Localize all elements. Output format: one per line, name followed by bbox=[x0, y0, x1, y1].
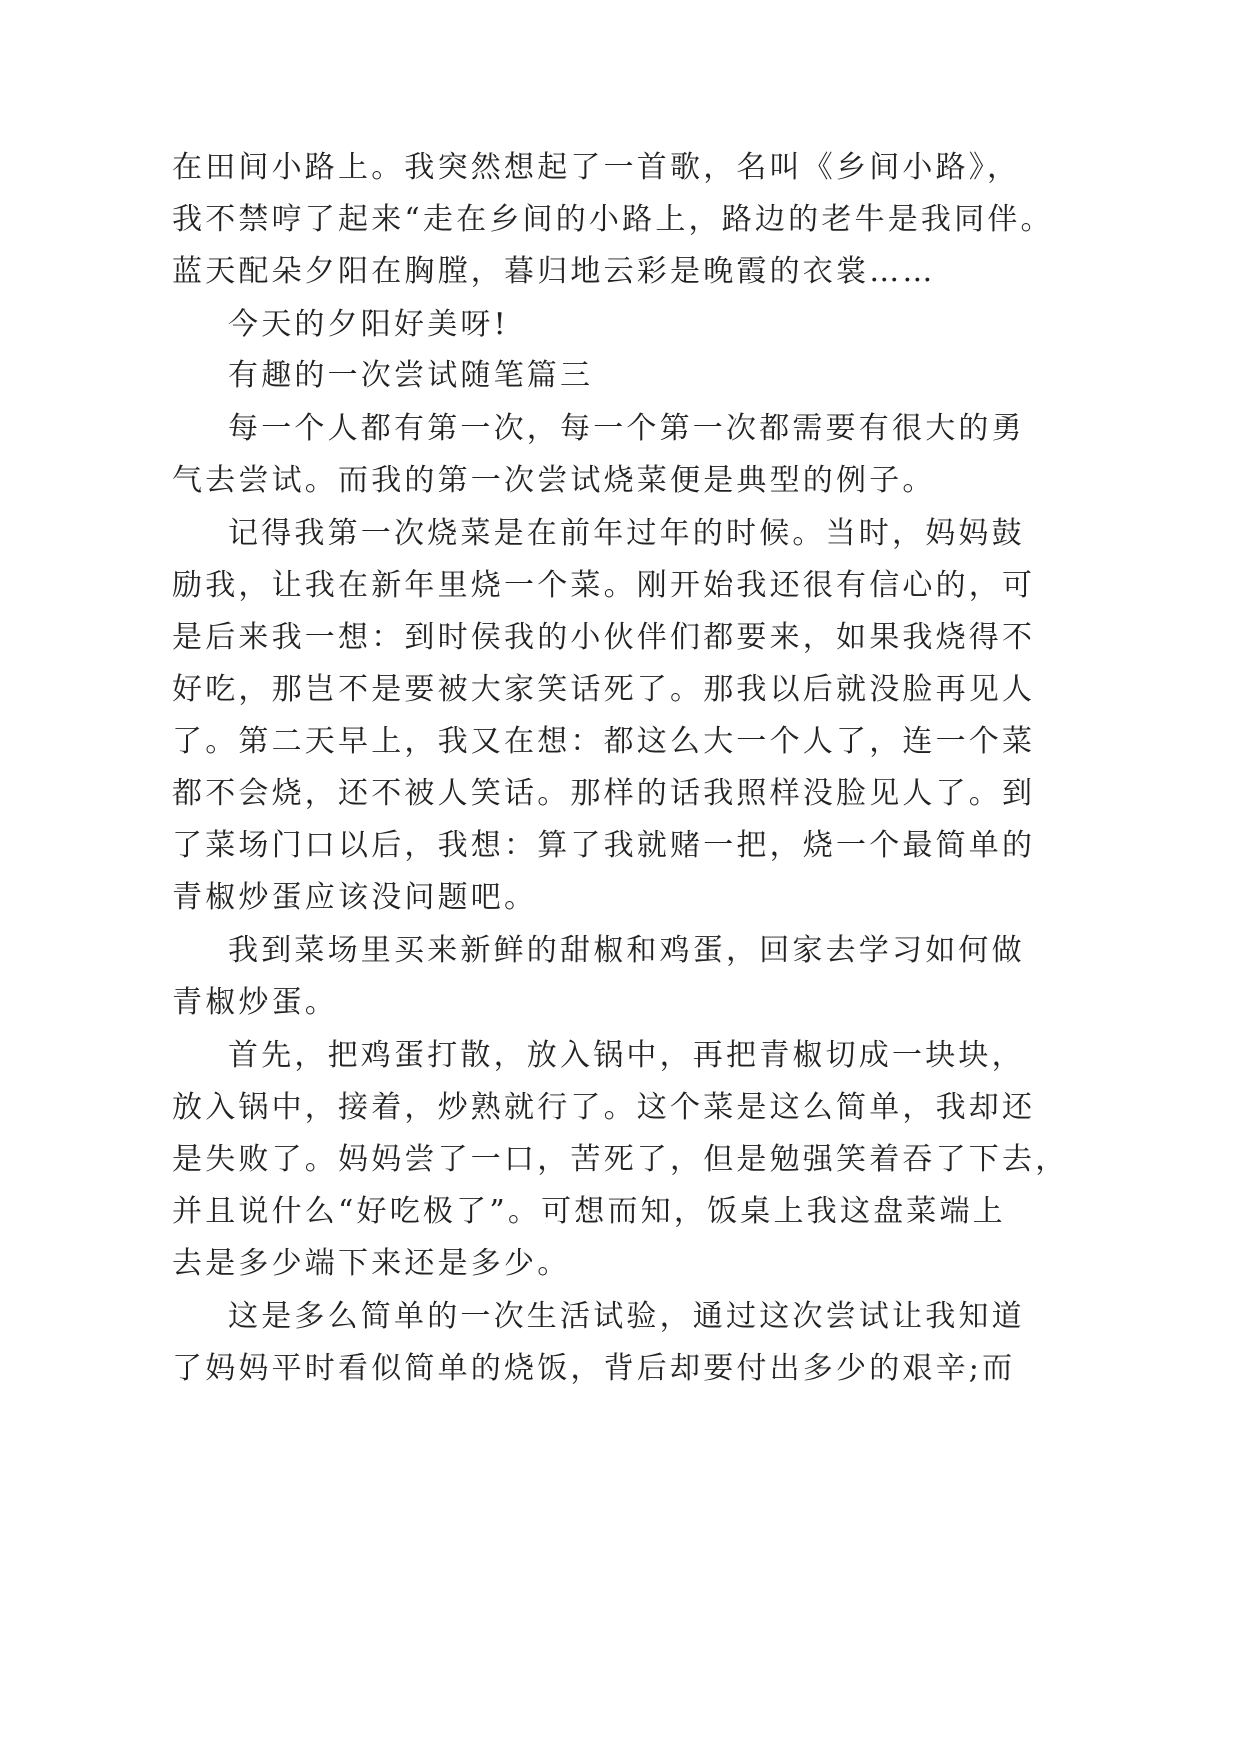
text-line-14: 了菜场门口以后，我想：算了我就赌一把，烧一个最简单的 bbox=[172, 828, 1036, 863]
text-line-8: 记得我第一次烧菜是在前年过年的时候。当时，妈妈鼓 bbox=[228, 516, 1025, 551]
text-line-18: 首先，把鸡蛋打散，放入锅中，再把青椒切成一块块， bbox=[228, 1038, 1025, 1073]
text-line-7: 气去尝试。而我的第一次尝试烧菜便是典型的例子。 bbox=[172, 463, 936, 498]
text-line-20: 是失败了。妈妈尝了一口，苦死了，但是勉强笑着吞了下去， bbox=[172, 1142, 1069, 1177]
text-line-23: 这是多么简单的一次生活试验，通过这次尝试让我知道 bbox=[228, 1299, 1025, 1334]
text-line-13: 都不会烧，还不被人笑话。那样的话我照样没脸见人了。到 bbox=[172, 776, 1036, 811]
text-line-3: 蓝天配朵夕阳在胸膛，暮归地云彩是晚霞的衣裳…… bbox=[172, 254, 936, 289]
section-heading: 有趣的一次尝试随笔篇三 bbox=[228, 358, 594, 393]
text-line-15: 青椒炒蛋应该没问题吧。 bbox=[172, 880, 538, 915]
text-line-1: 在田间小路上。我突然想起了一首歌，名叫《乡间小路》， bbox=[172, 150, 1021, 185]
text-line-2: 我不禁哼了起来“走在乡间的小路上，路边的老牛是我同伴。 bbox=[172, 202, 1054, 237]
text-line-16: 我到菜场里买来新鲜的甜椒和鸡蛋，回家去学习如何做 bbox=[228, 933, 1025, 968]
text-line-21: 并且说什么“好吃极了”。可想而知，饭桌上我这盘菜端上 bbox=[172, 1194, 1006, 1229]
text-line-17: 青椒炒蛋。 bbox=[172, 985, 338, 1020]
text-line-19: 放入锅中，接着，炒熟就行了。这个菜是这么简单，我却还 bbox=[172, 1090, 1036, 1125]
text-line-11: 好吃，那岂不是要被大家笑话死了。那我以后就没脸再见人 bbox=[172, 672, 1036, 707]
text-line-4: 今天的夕阳好美呀! bbox=[228, 307, 509, 342]
text-line-24: 了妈妈平时看似简单的烧饭，背后却要付出多少的艰辛;而 bbox=[172, 1351, 1016, 1386]
text-line-10: 是后来我一想：到时侯我的小伙伴们都要来，如果我烧得不 bbox=[172, 620, 1036, 655]
text-line-12: 了。第二天早上，我又在想：都这么大一个人了，连一个菜 bbox=[172, 724, 1036, 759]
text-line-6: 每一个人都有第一次，每一个第一次都需要有很大的勇 bbox=[228, 411, 1025, 446]
text-line-9: 励我，让我在新年里烧一个菜。刚开始我还很有信心的，可 bbox=[172, 568, 1036, 603]
text-line-22: 去是多少端下来还是多少。 bbox=[172, 1246, 571, 1281]
